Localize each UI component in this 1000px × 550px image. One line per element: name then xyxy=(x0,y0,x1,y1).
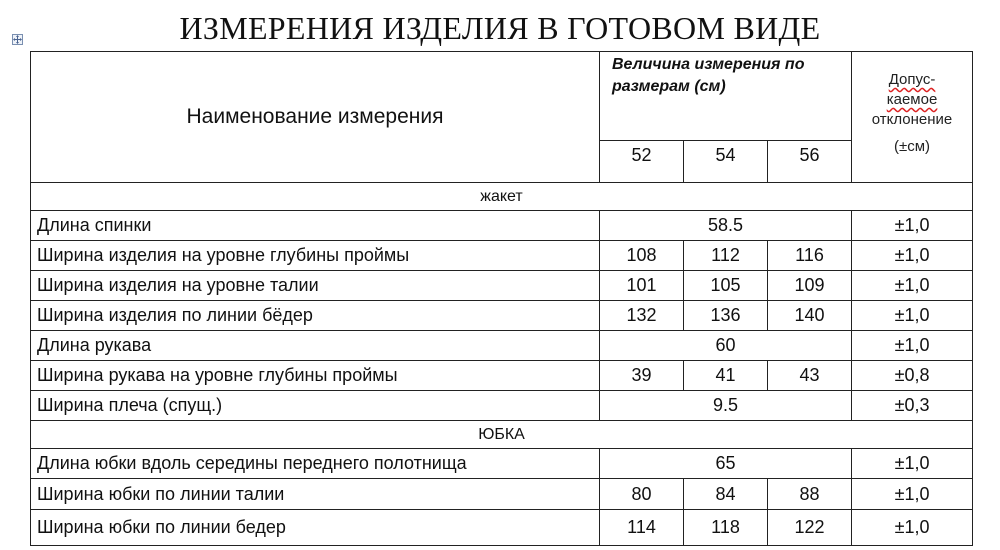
table-row xyxy=(31,449,973,479)
tolerance-value: ±1,0 xyxy=(852,479,973,510)
page-title: ИЗМЕРЕНИЯ ИЗДЕЛИЯ В ГОТОВОМ ВИДЕ xyxy=(179,10,821,46)
table-row xyxy=(31,301,973,331)
measurement-value: 136 xyxy=(684,301,768,331)
tolerance-label-line1: Допус- xyxy=(888,71,936,88)
table-move-handle-icon[interactable] xyxy=(12,34,23,45)
tolerance-value: ±1,0 xyxy=(852,331,973,361)
section-header-row xyxy=(31,421,973,449)
measurement-value: 105 xyxy=(684,271,768,301)
measurement-value: 41 xyxy=(684,361,768,391)
table-row xyxy=(31,241,973,271)
measurements-table xyxy=(30,51,973,546)
tolerance-value: ±1,0 xyxy=(852,271,973,301)
header-values-column: Величина измерения по размерам (см) xyxy=(600,52,852,141)
measurement-value: 112 xyxy=(684,241,768,271)
measurement-value: 122 xyxy=(768,510,852,546)
measurement-name: Ширина изделия на уровне глубины проймы xyxy=(31,241,600,271)
measurement-name: Длина спинки xyxy=(31,211,600,241)
size-header: 52 xyxy=(600,141,684,183)
table-row xyxy=(31,510,973,546)
tolerance-label-line3: отклонение xyxy=(871,111,953,128)
table-row xyxy=(31,479,973,510)
table-row xyxy=(31,211,973,241)
tolerance-value: ±1,0 xyxy=(852,241,973,271)
measurement-value: 88 xyxy=(768,479,852,510)
measurement-value: 132 xyxy=(600,301,684,331)
measurement-value: 80 xyxy=(600,479,684,510)
measurement-name: Ширина плеча (спущ.) xyxy=(31,391,600,421)
measurement-value: 109 xyxy=(768,271,852,301)
measurement-value: 101 xyxy=(600,271,684,301)
header-name-column: Наименование измерения xyxy=(31,52,600,183)
section-header-row xyxy=(31,183,973,211)
measurement-value: 116 xyxy=(768,241,852,271)
measurement-value-all-sizes: 58.5 xyxy=(600,211,852,241)
header-row xyxy=(31,52,973,141)
measurement-value: 39 xyxy=(600,361,684,391)
measurement-value-all-sizes: 9.5 xyxy=(600,391,852,421)
measurement-value-all-sizes: 60 xyxy=(600,331,852,361)
size-header: 54 xyxy=(684,141,768,183)
size-header: 56 xyxy=(768,141,852,183)
measurement-name: Ширина рукава на уровне глубины проймы xyxy=(31,361,600,391)
table-row xyxy=(31,391,973,421)
measurement-name: Длина рукава xyxy=(31,331,600,361)
measurement-value-all-sizes: 65 xyxy=(600,449,852,479)
tolerance-value: ±0,8 xyxy=(852,361,973,391)
table-body xyxy=(31,52,973,546)
header-tolerance-column xyxy=(852,52,973,183)
table-row xyxy=(31,331,973,361)
measurement-value: 118 xyxy=(684,510,768,546)
tolerance-value: ±1,0 xyxy=(852,211,973,241)
measurement-value: 140 xyxy=(768,301,852,331)
section-title: жакет xyxy=(31,183,973,211)
tolerance-value: ±1,0 xyxy=(852,510,973,546)
table-row xyxy=(31,361,973,391)
measurement-value: 43 xyxy=(768,361,852,391)
measurement-name: Ширина юбки по линии талии xyxy=(31,479,600,510)
measurement-value: 84 xyxy=(684,479,768,510)
measurement-name: Ширина юбки по линии бедер xyxy=(31,510,600,546)
measurement-name: Ширина изделия по линии бёдер xyxy=(31,301,600,331)
measurement-value: 114 xyxy=(600,510,684,546)
tolerance-value: ±1,0 xyxy=(852,449,973,479)
tolerance-value: ±1,0 xyxy=(852,301,973,331)
tolerance-label-line2: каемое xyxy=(886,91,938,108)
measurement-name: Длина юбки вдоль середины переднего полотнища xyxy=(31,449,600,479)
tolerance-value: ±0,3 xyxy=(852,391,973,421)
measurement-name: Ширина изделия на уровне талии xyxy=(31,271,600,301)
table-row xyxy=(31,271,973,301)
measurement-value: 108 xyxy=(600,241,684,271)
tolerance-unit: (±см) xyxy=(894,138,931,155)
section-title: ЮБКА xyxy=(31,421,973,449)
